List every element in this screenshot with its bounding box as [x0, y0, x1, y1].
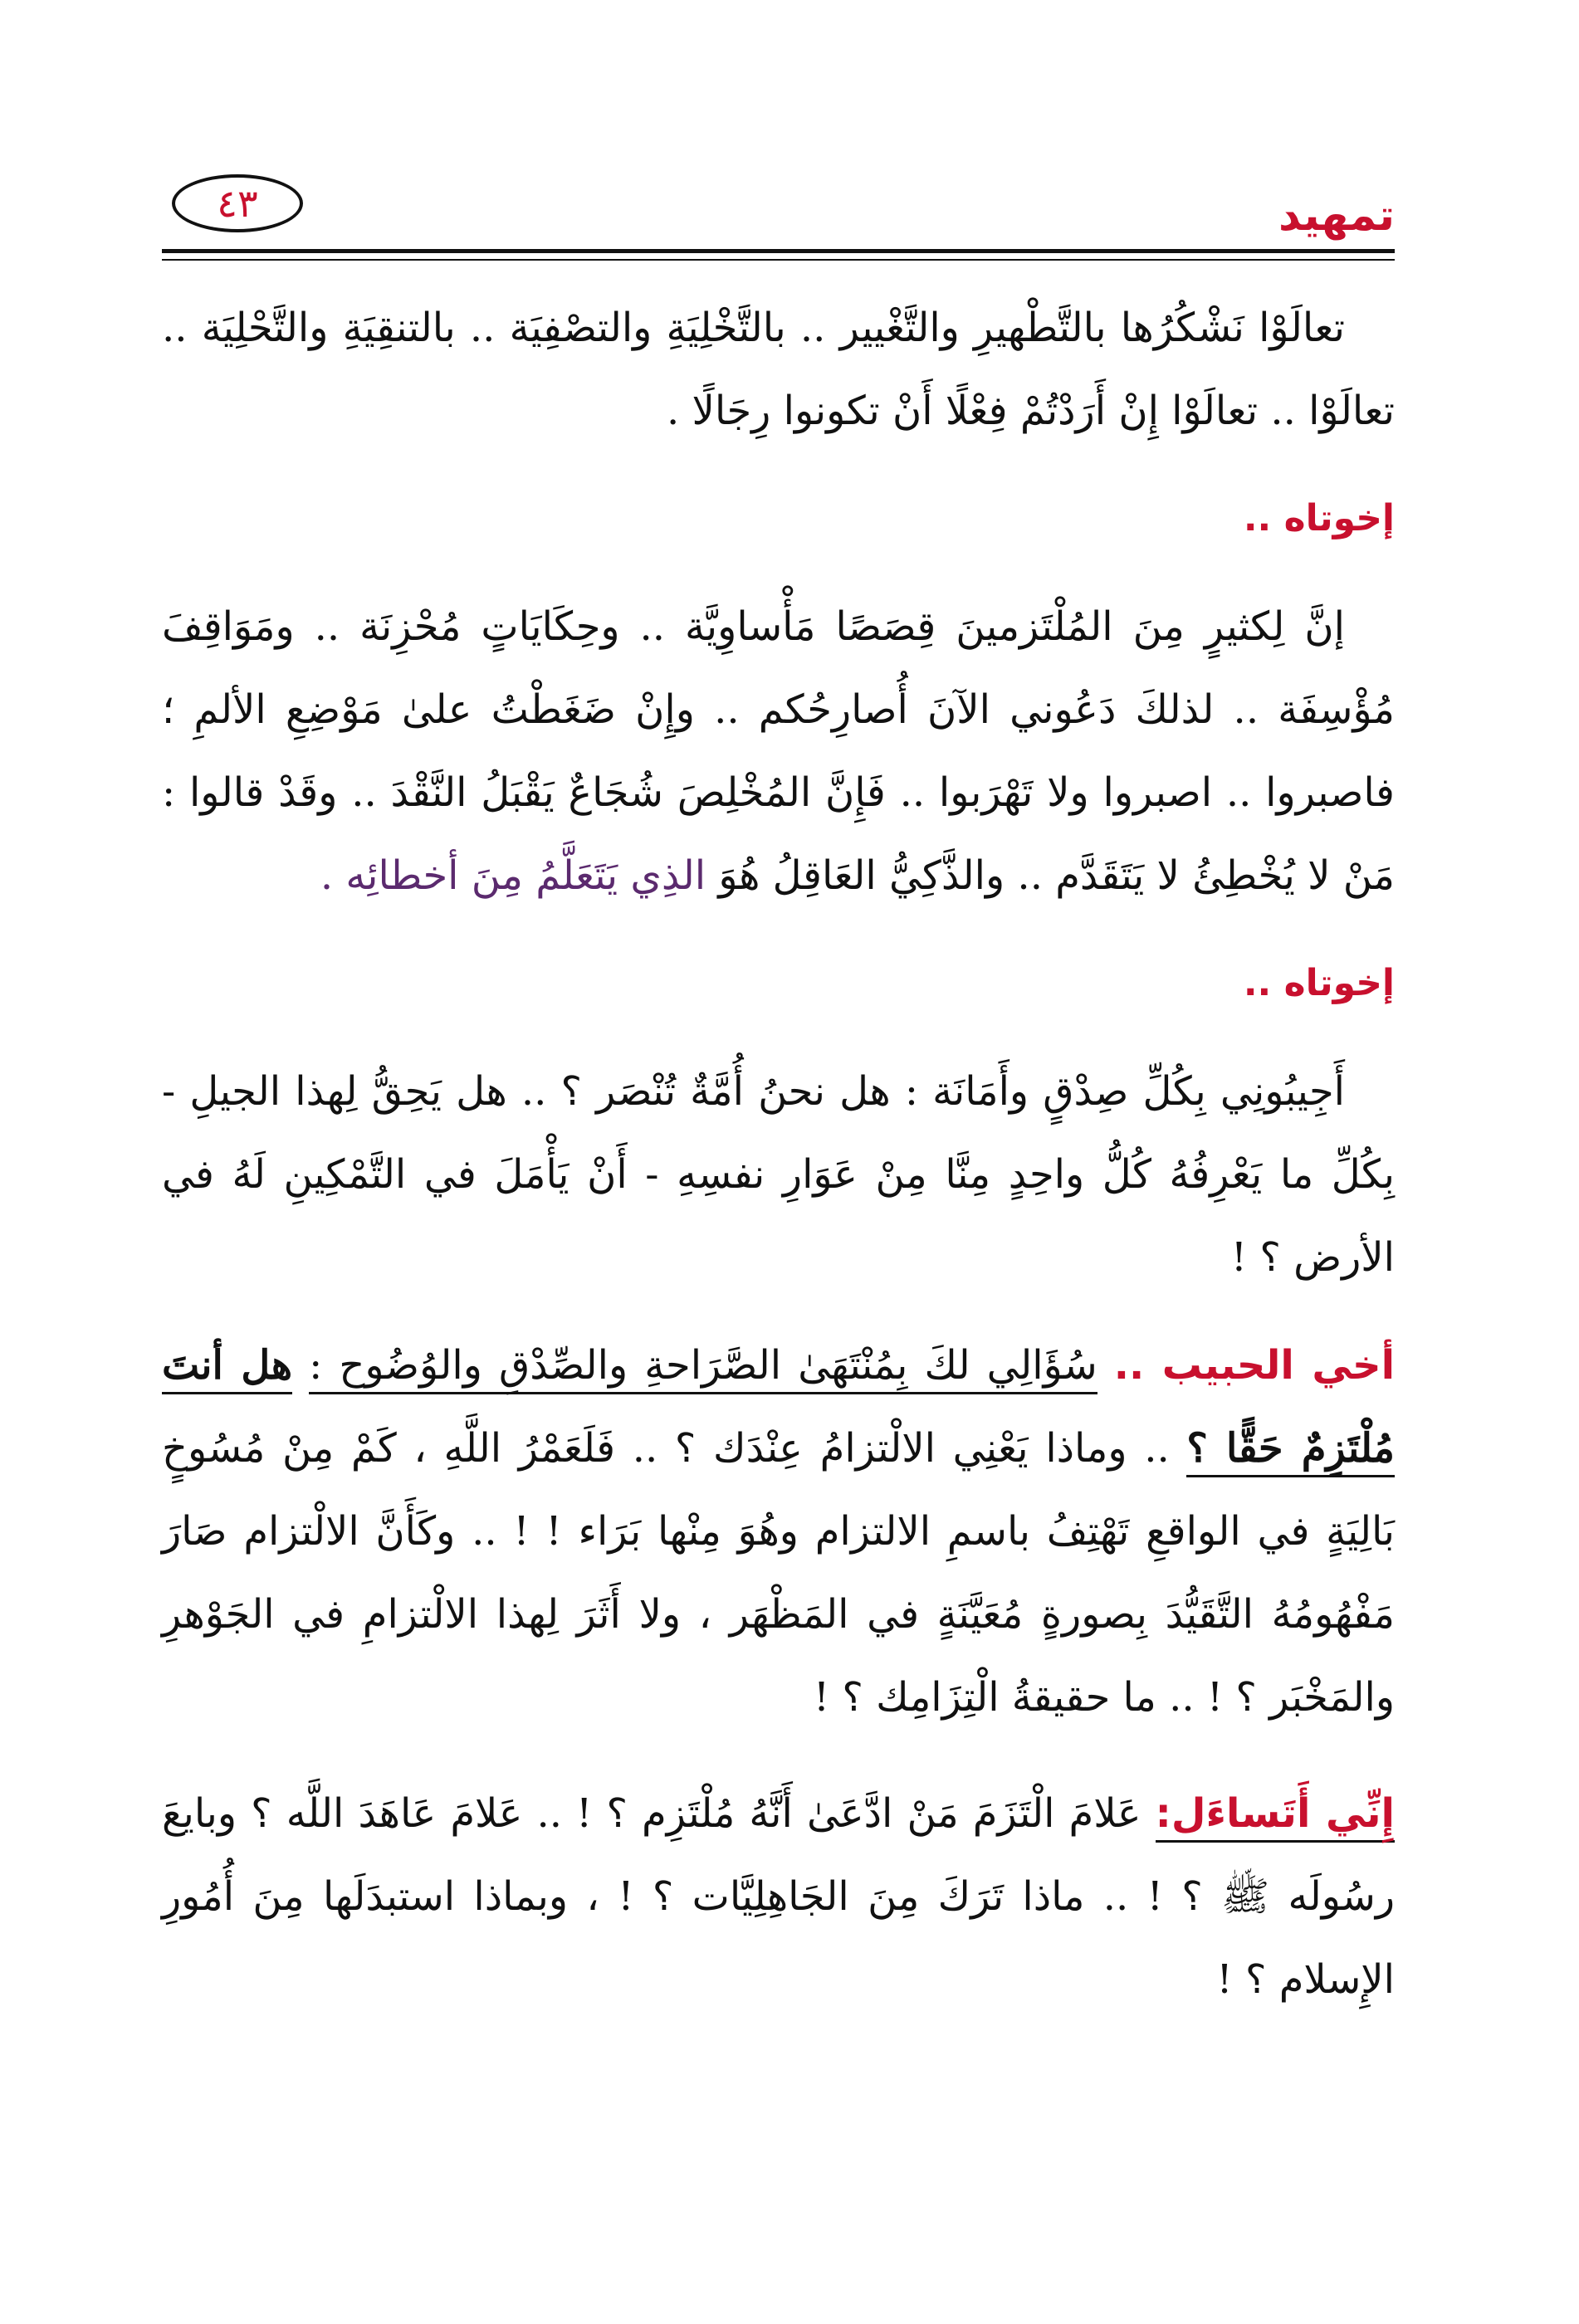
- dear-brother-block: [162, 1324, 1395, 1739]
- dear-brother-rest: .. وماذا يَعْنِي الالْتزامُ عِنْدَك ؟ .. فَلَعَمْرُ اللَّهِ ، كَمْ مِنْ مُسُوخٍ بَالِيَةٍ في الواقعِ تَهْتِفُ باسمِ الالتزام وهُوَ مِنْها بَرَاء ! ! .. وكَأَنَّ الالْتزام صَارَ مَفْهُومُهُ التَّقَيُّدَ بِصورةٍ مُعَيَّنَةٍ في المَظْهَر ، ولا أَثَرَ لِهذا الالْتزامِ في الجَوْهرِ والمَخْبَر ؟ ! .. ما حقيقةُ الْتِزَامِك ؟ !: [162, 1425, 1395, 1721]
- brothers-paragraph-1: [162, 585, 1395, 917]
- brothers-paragraph-2: أَجِيبُونِي بِكُلِّ صِدْقٍ وأَمَانَة : هل نحنُ أُمَّةٌ تُنْصَر ؟ .. هل يَحِقُّ لِهذا الجيلِ - بِكُلِّ ما يَعْرِفُهُ كُلُّ واحِدٍ مِنَّا مِنْ عَوَارِ نفسِهِ - أَنْ يَأْمَلَ في التَّمْكِينِ لَهُ في الأرض ؟ !: [162, 1068, 1395, 1281]
- i-wonder-block: [162, 1772, 1395, 2021]
- header-rule-thick: [162, 249, 1395, 253]
- dear-brother-question: سُؤَالِي لكَ بِمُنْتَهَىٰ الصَّرَاحةِ والصِّدْقِ والوُضُوح :: [309, 1342, 1097, 1394]
- page-number-badge: ٤٣: [172, 174, 303, 232]
- section-heading-brothers-2: إخوتاه ..: [1243, 962, 1395, 1004]
- page-header: [162, 166, 1395, 257]
- section-heading-brothers-1: إخوتاه ..: [1243, 497, 1395, 540]
- chapter-title: تمهيد: [1278, 191, 1395, 241]
- page-body: [162, 286, 1395, 2021]
- i-wonder-lead: إِنِّي أَتَساءَل:: [1156, 1790, 1395, 1843]
- i-wonder-text: عَلامَ الْتَزَمَ مَنْ ادَّعَىٰ أَنَّهُ مُلْتَزِم ؟ ! .. عَلامَ عَاهَدَ اللَّه ؟ وبايعَ رسُولَه ﷺ ؟ ! .. ماذا تَرَكَ مِنَ الجَاهِلِيَّات ؟ ! ، وبماذا استبدَلَها مِنَ أُمُورِ الإِسلام ؟ !: [162, 1790, 1395, 2003]
- brothers-paragraph-1-tail: الذِي يَتَعَلَّمُ مِنَ أخطائِه .: [320, 852, 706, 899]
- intro-paragraph: تعالَوْا نَشْكُرُها بالتَّطْهيرِ والتَّغْيير .. بالتَّخْلِيَةِ والتصْفِيَة .. بالتنقِيَةِ والتَّحْلِيَة .. تعالَوْا .. تعالَوْا إِنْ أَرَدْتُمْ فِعْلًا أَنْ تكونوا رِجَالًا .: [162, 305, 1395, 434]
- are-you-committed-question: هل أنتَ مُلْتَزِمٌ حَقًّا ؟: [162, 1342, 1395, 1477]
- header-rule-thin: [162, 259, 1395, 261]
- dear-brother-lead: أخي الحبيب ..: [1113, 1342, 1396, 1389]
- brothers-paragraph-1-main: إنَّ لِكثيرٍ مِنَ المُلْتَزمينَ قِصَصًا مَأْساوِيَّة .. وحِكَايَاتٍ مُحْزِنَة .. ومَوَاقِفَ مُؤْسِفَة .. لذلكَ دَعُوني الآنَ أُصارِحُكم .. وإِنْ ضَغَطْتُ علىٰ مَوْضِعِ الألمِ ؛ فاصبروا .. اصبروا ولا تَهْرَبوا .. فَإِنَّ المُخْلِصَ شُجَاعٌ يَقْبَلُ النَّقْدَ .. وقَدْ قالوا : مَنْ لا يُخْطِئُ لا يَتَقَدَّم .. والذَّكِيُّ العَاقِلُ هُوَ: [162, 603, 1395, 899]
